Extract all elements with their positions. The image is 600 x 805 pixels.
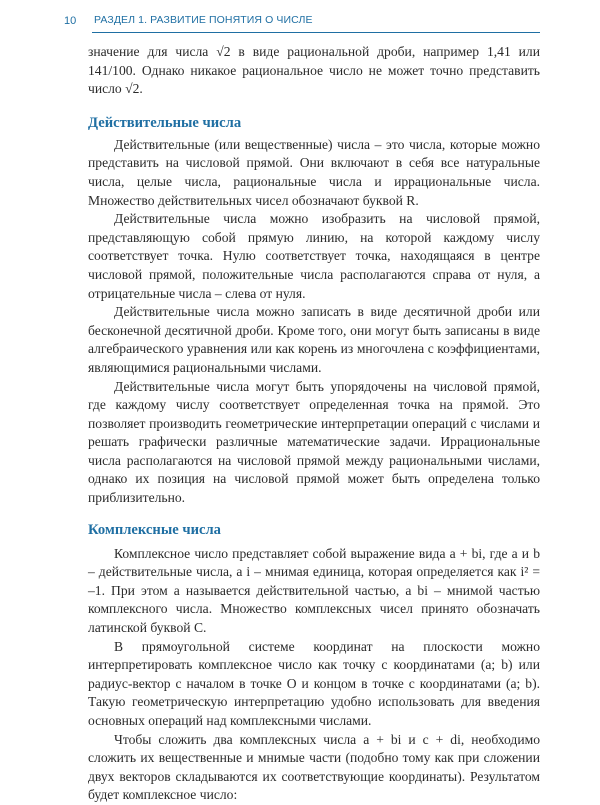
- paragraph-real-ordering: Действительные числа могут быть упорядочены на числовой прямой, где каждому числу соответствует определенная точка на прямой. Это позволяет производить геометрические интерпретации операций с числами и решать графически различные математические задачи. Иррациональные числа располагаются на числовой прямой между рациональными числами, однако их позиция на числовой прямой может быть определена только приблизительно.: [88, 378, 540, 506]
- paragraph-complex-addition: Чтобы сложить два комплексных числа a + bi и c + di, необходимо сложить их вещественные и мнимые части (подобно тому как при сложении двух векторов складываются их соответствующие координаты). Результатом будет комплексное число:: [88, 731, 540, 803]
- heading-complex-numbers: Комплексные числа: [88, 521, 221, 538]
- page-number: 10: [64, 15, 77, 27]
- header-rule: [92, 32, 540, 33]
- paragraph-real-definition: Действительные (или вещественные) числа – это числа, которые можно представить на числовой прямой. Они включают в себя все натуральные числа, целые числа, рациональные числа и иррациональные числа. Множество действительных чисел обозначают буквой R.: [88, 136, 540, 208]
- running-section-title: РАЗДЕЛ 1. РАЗВИТИЕ ПОНЯТИЯ О ЧИСЛЕ: [94, 14, 313, 26]
- page-content: [88, 43, 540, 805]
- running-head: [0, 11, 600, 33]
- intro-paragraph: значение для числа √2 в виде рациональной дроби, например 1,41 или 141/100. Однако никакое рациональное число не может точно представить число √2.: [88, 44, 540, 97]
- paragraph-real-number-line: Действительные числа можно изобразить на числовой прямой, представляющую собой прямую линию, на которой каждому числу соответствует точка. Нулю соответствует точка, находящаяся в центре числовой прямой, положительные числа располагаются справа от нуля, а отрицательные числа – слева от нуля.: [88, 211, 540, 301]
- heading-real-numbers: Действительные числа: [88, 114, 242, 131]
- paragraph-complex-definition: Комплексное число представляет собой выражение вида a + bi, где a и b – действительные числа, а i – мнимая единица, которая определяется как i² = –1. При этом a называется действительной частью, а bi – мнимой частью комплексного числа. Множество комплексных чисел принято обозначать латинской буквой C.: [88, 545, 540, 636]
- paragraph-real-notation: Действительные числа можно записать в виде десятичной дроби или бесконечной десятичной дроби. Кроме того, они могут быть записаны в виде алгебраического уравнения или как корень из многочлена с коэффициентами, являющимися рациональными числами.: [88, 304, 540, 375]
- paragraph-complex-geometry: В прямоугольной системе координат на плоскости можно интерпретировать комплексное число как точку с координатами (a; b) или радиус-вектор с началом в точке O и концом в точке с координатами (a; b). Такую геометрическую интерпретацию удобно использовать для введения основных операций над комплексными числами.: [88, 638, 540, 728]
